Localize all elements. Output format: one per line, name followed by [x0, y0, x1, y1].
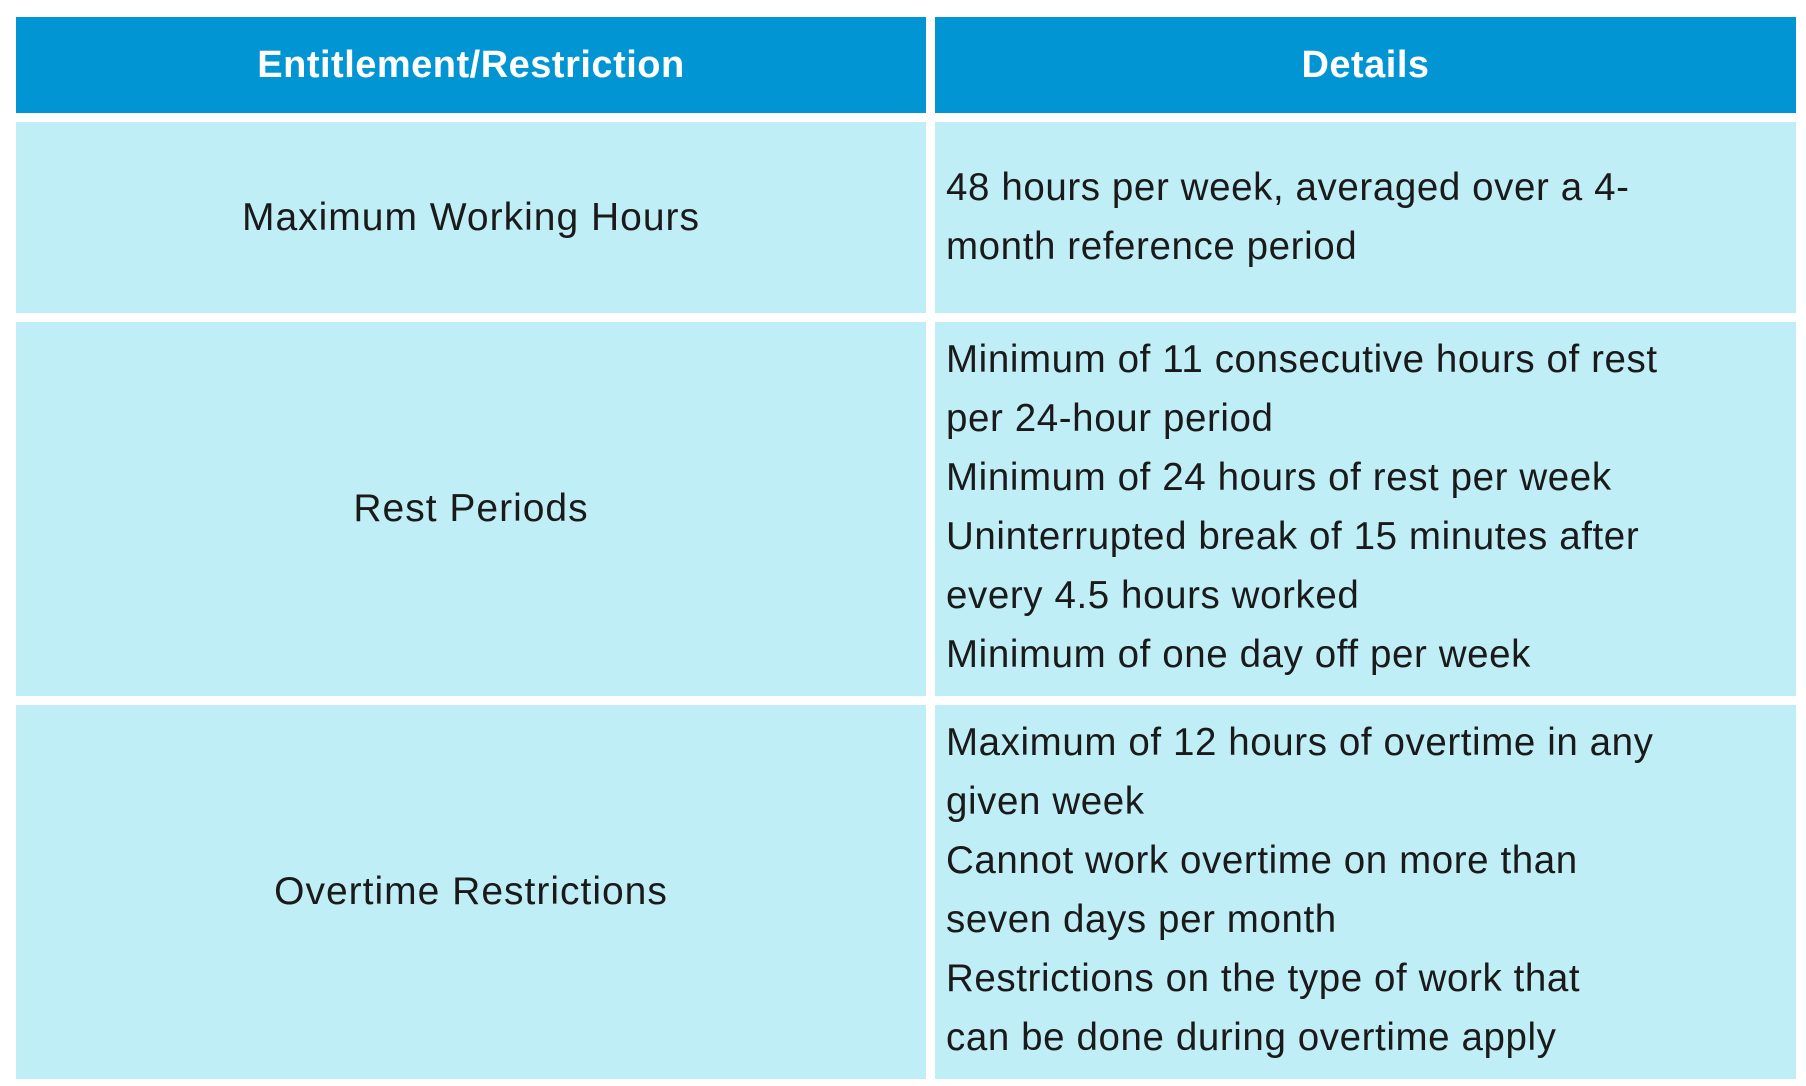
- table-row-label: [16, 322, 926, 696]
- detail-line: 48 hours per week, averaged over a 4-: [946, 166, 1630, 209]
- detail-line: Minimum of one day off per week: [946, 633, 1531, 676]
- detail-line: per 24-hour period: [946, 397, 1274, 440]
- detail-line: given week: [946, 780, 1145, 823]
- table-row-label: [16, 122, 926, 313]
- detail-line: can be done during overtime apply: [946, 1016, 1557, 1059]
- table-row-details: [935, 122, 1796, 313]
- header-cell-details: [935, 17, 1796, 113]
- detail-line: Minimum of 24 hours of rest per week: [946, 456, 1612, 499]
- detail-line: Maximum of 12 hours of overtime in any: [946, 721, 1654, 764]
- detail-line: Uninterrupted break of 15 minutes after: [946, 515, 1640, 558]
- row-label-rest-periods: Rest Periods: [353, 487, 589, 530]
- table-row-details: [935, 322, 1796, 696]
- row-label-maximum-working-hours: Maximum Working Hours: [241, 195, 701, 239]
- table-row-details: [935, 705, 1796, 1079]
- header-cell-entitlement: [16, 17, 926, 113]
- detail-line: Cannot work overtime on more than: [946, 839, 1578, 882]
- detail-line: Minimum of 11 consecutive hours of rest: [946, 338, 1658, 381]
- detail-line: Restrictions on the type of work that: [946, 957, 1581, 1000]
- table-row-label: [16, 705, 926, 1079]
- row-label-overtime-restrictions: Overtime Restrictions: [274, 870, 668, 913]
- header-label-details: Details: [1301, 43, 1430, 86]
- detail-line: seven days per month: [946, 898, 1337, 941]
- detail-line: month reference period: [946, 225, 1358, 268]
- header-label-entitlement: Entitlement/Restriction: [257, 43, 685, 86]
- detail-line: every 4.5 hours worked: [946, 574, 1360, 617]
